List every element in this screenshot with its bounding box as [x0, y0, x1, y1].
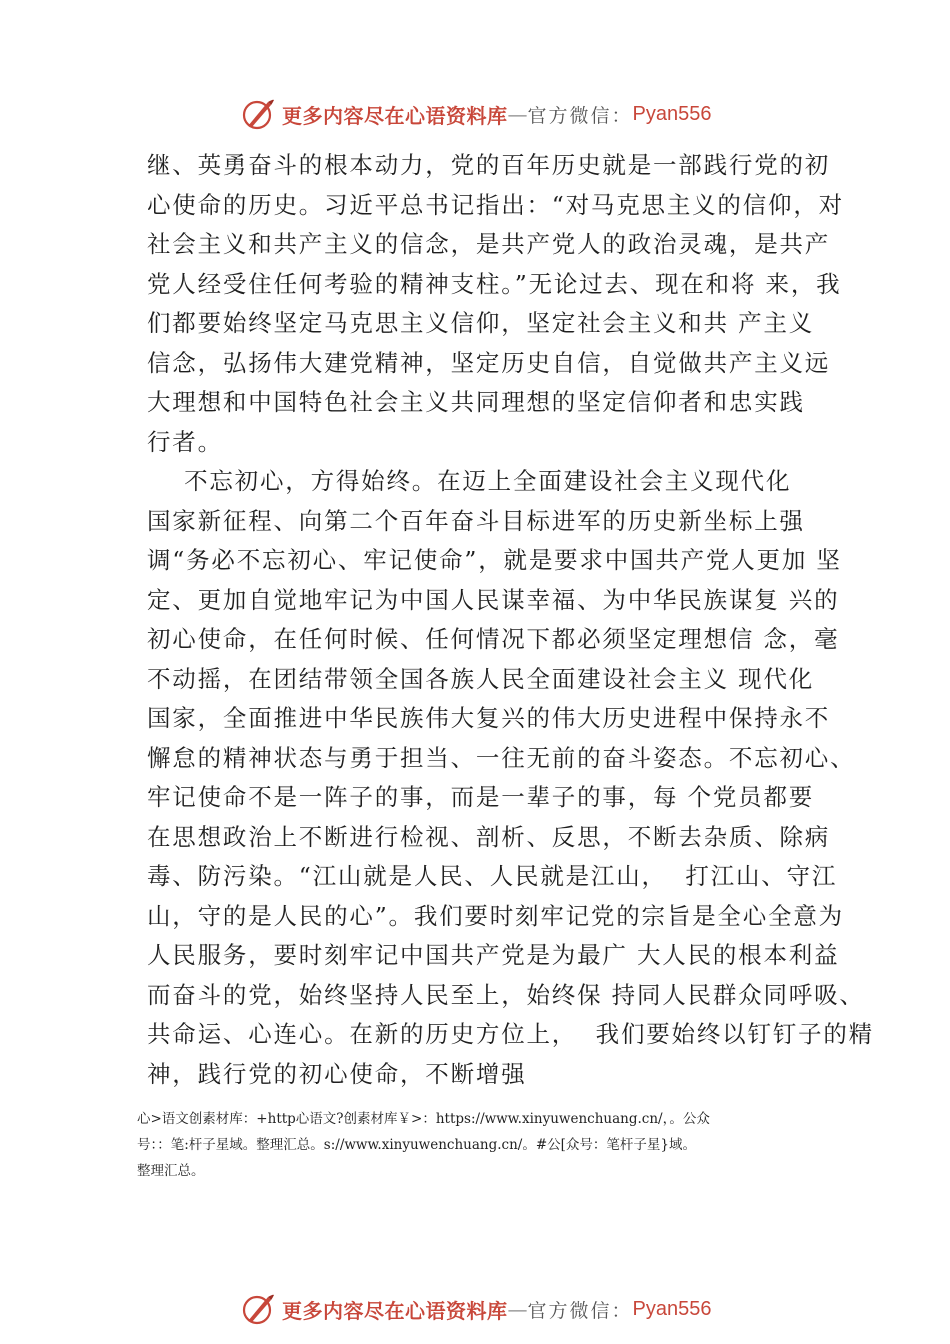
body-line: 懈怠的精神状态与勇于担当、一往无前的奋斗姿态。不忘初心、	[147, 743, 856, 772]
body-line: 社会主义和共产主义的信念，是共产党人的政治灵魂，是共产	[147, 230, 831, 258]
quill-logo-icon	[240, 1291, 276, 1327]
source-footnote	[137, 1106, 837, 1184]
body-line: 不忘初心，方得始终。在迈上全面建设社会主义现代化	[147, 467, 792, 495]
watermark-wechat-label: 官方微信：	[527, 1299, 633, 1322]
body-line: 信念，弘扬伟大建党精神，坚定历史自信，自觉做共产主义远	[147, 348, 831, 377]
watermark-wechat-label: 官方微信：	[527, 104, 633, 127]
body-line: 党人经受住任何考验的精神支柱。”无论过去、现在和将 来，我	[147, 269, 842, 298]
body-line: 们都要始终坚定马克思主义信仰，坚定社会主义和共 产主义	[147, 309, 815, 337]
article-body	[147, 146, 874, 1094]
body-line: 初心使命，在任何时候、任何情况下都必须坚定理想信 念，毫	[147, 625, 840, 653]
body-line: 国家，全面推进中华民族伟大复兴的伟大历史进程中保持永不	[147, 704, 831, 732]
body-line: 山，守的是人民的心”。我们要时刻牢记党的宗旨是全心全意为	[147, 901, 844, 930]
body-line: 牢记使命不是一阵子的事，而是一辈子的事，每 个党员都要	[147, 783, 815, 811]
body-line: 大理想和中国特色社会主义共同理想的坚定信仰者和忠实践	[147, 388, 805, 416]
body-line: 继、英勇奋斗的根本动力，党的百年历史就是一部践行党的初	[147, 151, 831, 179]
body-line: 共命运、心连心。在新的历史方位上， 我们要始终以钉钉子的精	[147, 1020, 874, 1048]
body-line: 调“务必不忘初心、牢记使命”，就是要求中国共产党人更加 坚	[147, 546, 842, 574]
body-line: 不动摇，在团结带领全国各族人民全面建设社会主义 现代化	[147, 664, 815, 693]
watermark-brand: 更多内容尽在心语资料库	[282, 103, 508, 128]
watermark-wechat-id: Pyan556	[632, 1297, 712, 1320]
body-line: 在思想政治上不断进行检视、剖析、反思，不断去杂质、除病	[147, 822, 831, 851]
watermark-separator: —	[507, 1297, 528, 1321]
footer-watermark	[240, 1289, 760, 1329]
body-line: 心使命的历史。习近平总书记指出：“对马克思主义的信仰，对	[147, 190, 844, 219]
header-watermark	[240, 94, 760, 134]
footnote-line: 号：：笔:杆子星域。整理汇总。s://www.xinyuwenchuang.cn/。#公[众号：笔杆子星}域。	[137, 1137, 697, 1153]
body-line: 毒、防污染。“江山就是人民、人民就是江山， 打江山、守江	[147, 862, 838, 890]
footnote-line: 整理汇总。	[137, 1163, 205, 1179]
body-line: 而奋斗的党，始终坚持人民至上，始终保 持同人民群众同呼吸、	[147, 980, 865, 1009]
watermark-separator: —	[507, 102, 528, 126]
watermark-wechat-id: Pyan556	[632, 102, 712, 125]
watermark-brand: 更多内容尽在心语资料库	[282, 1298, 508, 1323]
body-line: 人民服务，要时刻牢记中国共产党是为最广 大人民的根本利益	[147, 941, 840, 969]
body-line: 国家新征程、向第二个百年奋斗目标进军的历史新坐标上强	[147, 506, 805, 535]
body-line: 行者。	[147, 427, 223, 456]
body-line: 神，践行党的初心使命，不断增强	[147, 1059, 527, 1088]
body-line: 定、更加自觉地牢记为中国人民谋幸福、为中华民族谋复 兴的	[147, 585, 840, 614]
quill-logo-icon	[240, 96, 276, 132]
footnote-line: 心>语文创素材库：+http心语文?创素材库￥>：https://www.xinyuwenchuang.cn/，。公众	[137, 1111, 710, 1127]
